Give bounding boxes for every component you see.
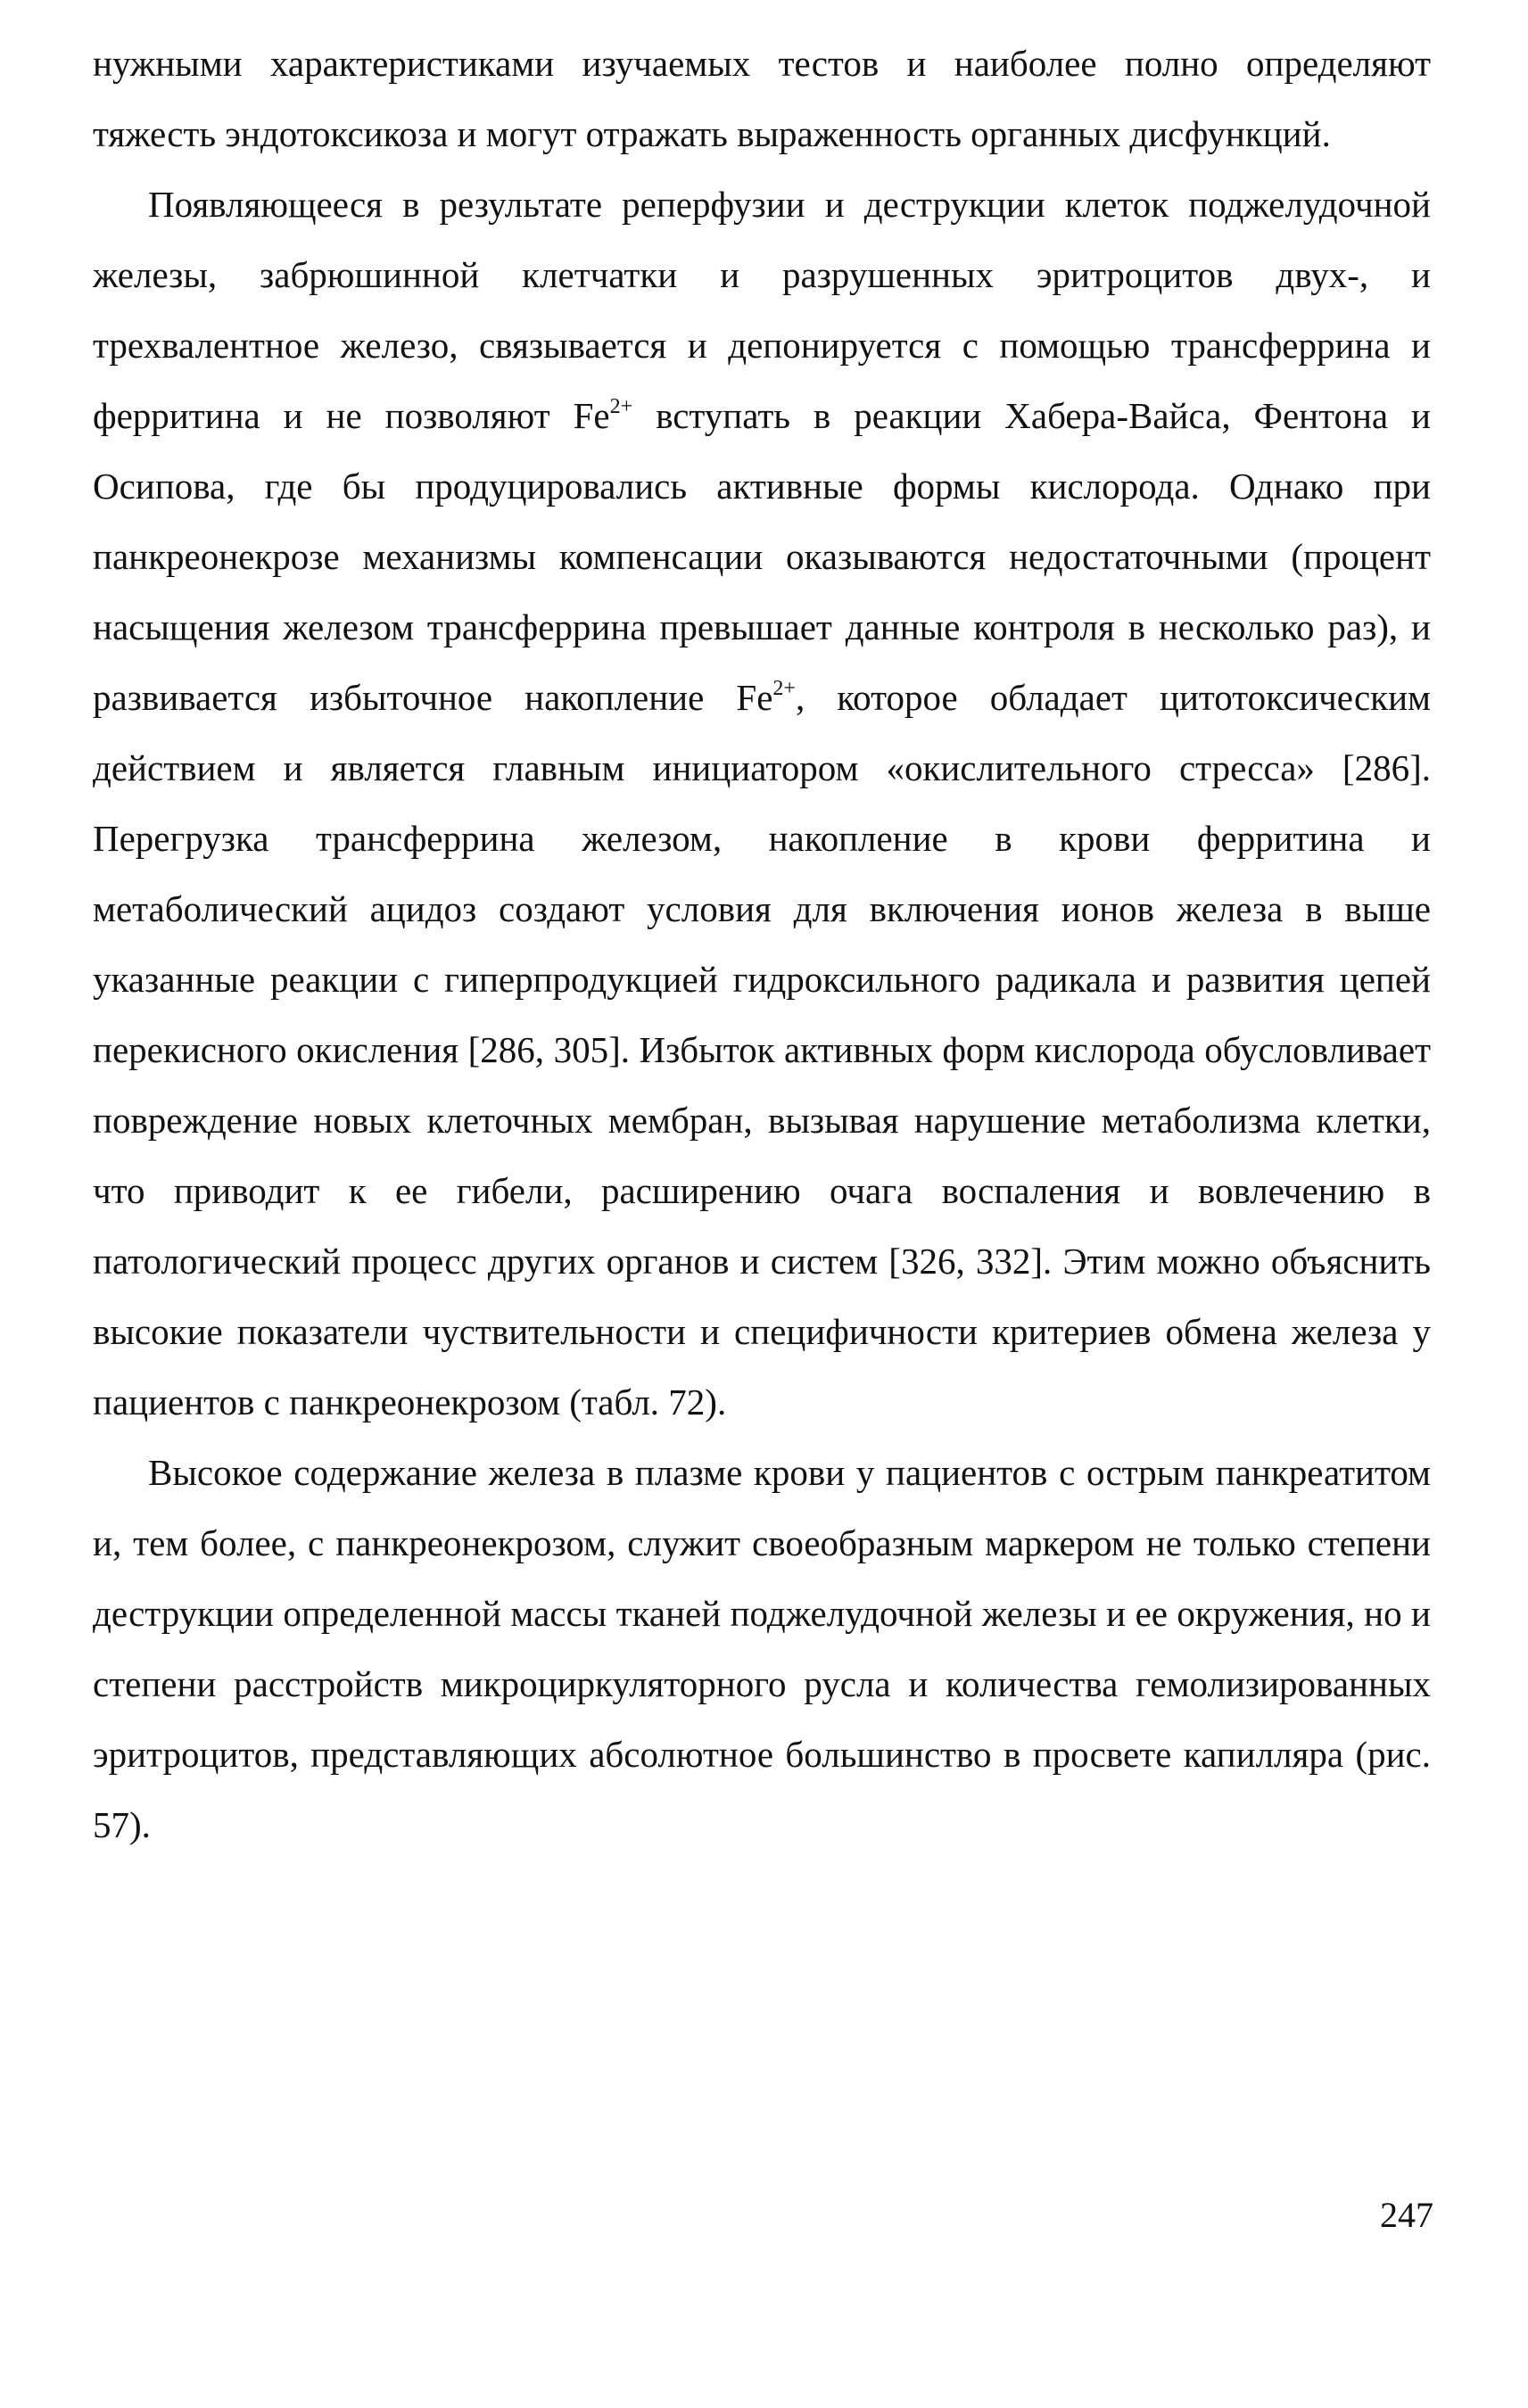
- paragraph-iron-redox: [93, 169, 1431, 1438]
- superscript-charge: 2+: [609, 395, 633, 419]
- paragraph-text: , которое обладает цитотоксическим действием и является главным инициатором «окислительного стресса» [286]. Перегрузка трансферрина железом, накопление в крови ферритина и метаболический ацидоз создают условия для включения ионов железа в выше указанные реакции с гиперпродукцией гидроксильного радикала и развития цепей перекисного окисления [286, 305]. Избыток активных форм кислорода обусловливает повреждение новых клеточных мембран, вызывая нарушение метаболизма клетки, что приводит к ее гибели, расширению очага воспаления и вовлечению в патологический процесс других органов и систем [326, 332]. Этим можно объяснить высокие показатели чуствительности и специфичности критериев обмена железа у пациентов с панкреонекрозом (табл. 72).: [93, 677, 1431, 1423]
- paragraph-continuation: [93, 29, 1431, 169]
- paragraph-text: вступать в реакции Хабера-Вайса, Фентона и Осипова, где бы продуцировались активные формы кислорода. Однако при панкреонекрозе механизмы компенсации оказываются недостаточными (процент насыщения железом трансферрина превышает данные контроля в несколько раз), и развивается избыточное накопление Fe: [93, 395, 1431, 718]
- superscript-charge: 2+: [772, 677, 796, 701]
- paragraph-text: Появляющееся в результате реперфузии и деструкции клеток поджелудочной железы, забрюшинной клетчатки и разрушенных эритроцитов двух-, и трехвалентное железо, связывается и депонируется с помощью трансферрина и ферритина и не позволяют Fe: [93, 184, 1431, 436]
- paragraph-iron-marker: [93, 1438, 1431, 1860]
- body-text: [93, 29, 1431, 1860]
- paragraph-text: нужными характеристиками изучаемых тестов и наиболее полно определяют тяжесть эндотоксикоза и могут отражать выраженность органных дисфункций.: [93, 43, 1431, 154]
- page-number: 247: [1380, 2195, 1433, 2235]
- paragraph-text: Высокое содержание железа в плазме крови у пациентов с острым панкреатитом и, тем более, с панкреонекрозом, служит своеобразным маркером не только степени деструкции определенной массы тканей поджелудочной железы и ее окружения, но и степени расстройств микроциркуляторного русла и количества гемолизированных эритроцитов, представляющих абсолютное большинство в просвете капилляра (рис. 57).: [93, 1452, 1431, 1845]
